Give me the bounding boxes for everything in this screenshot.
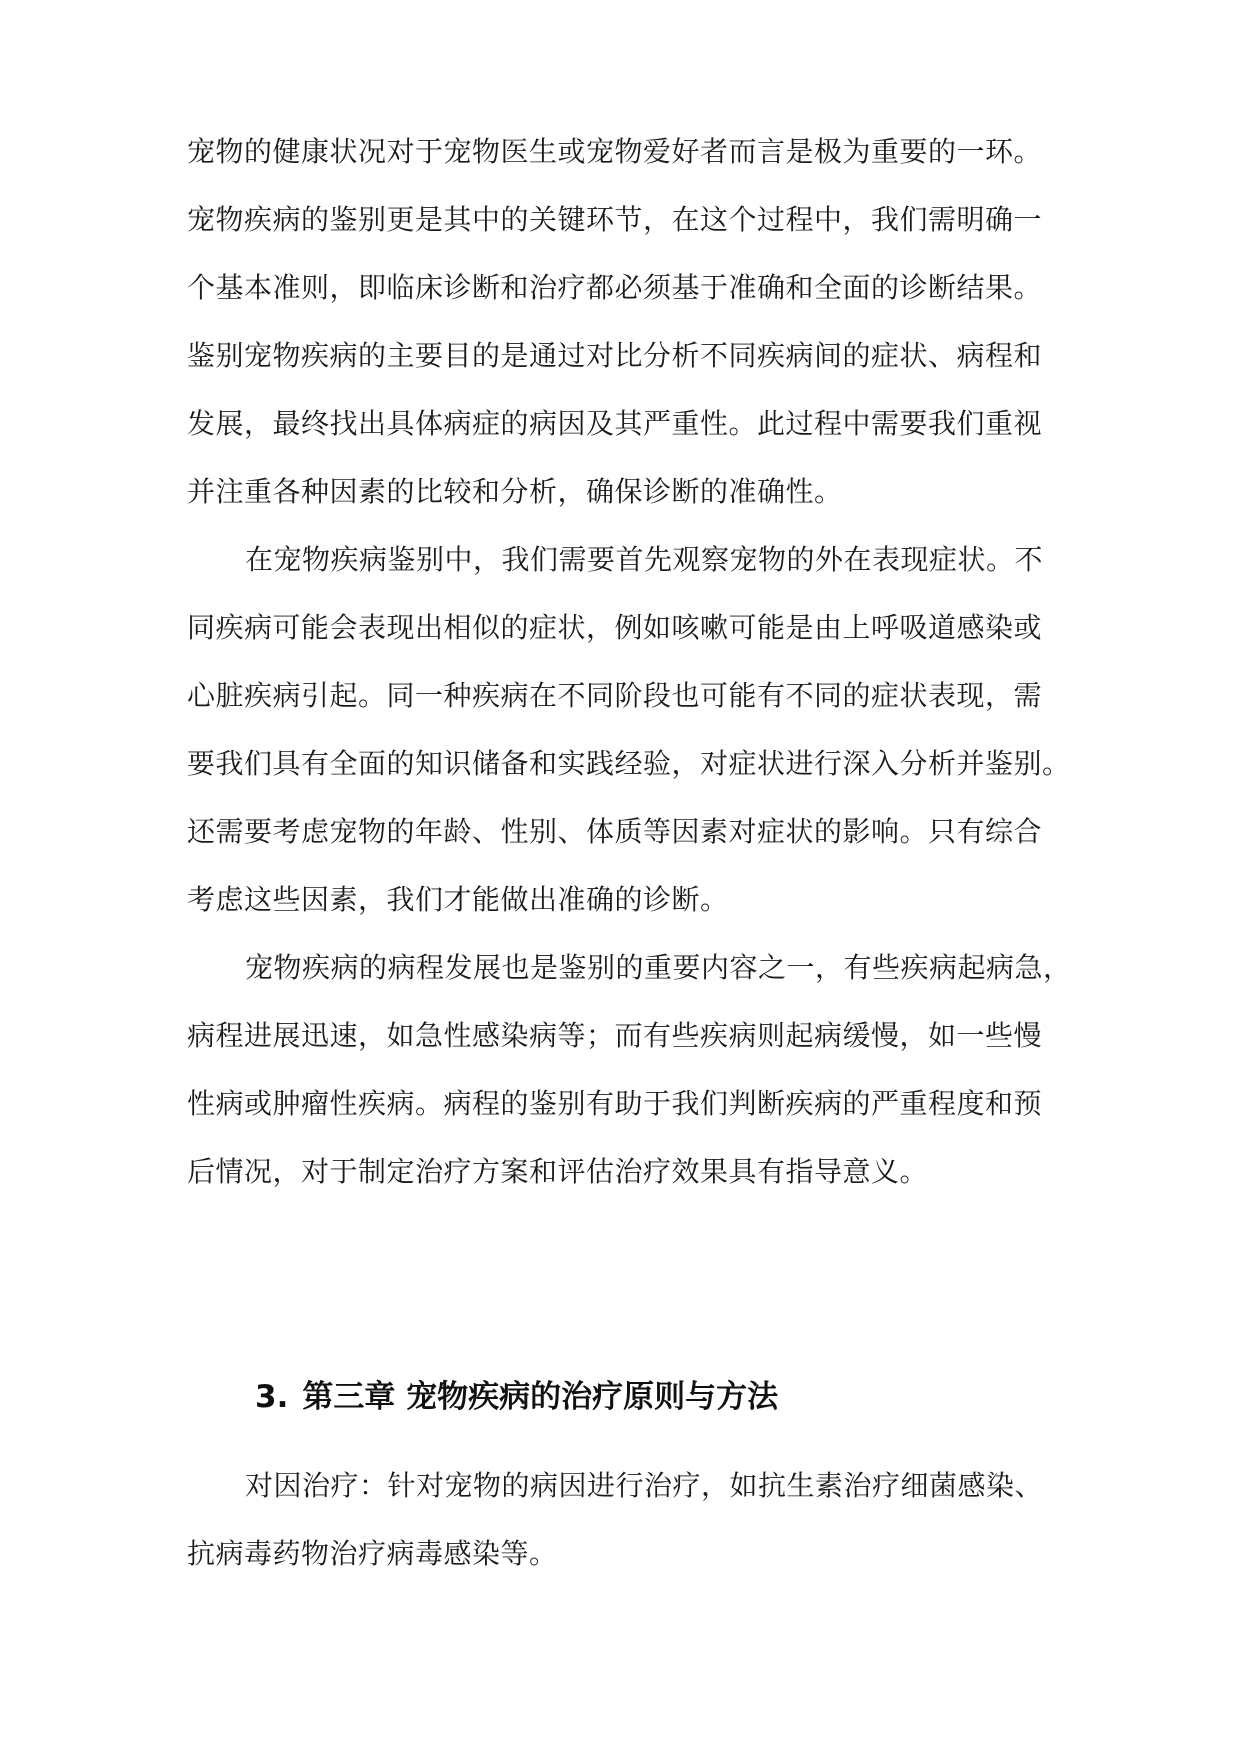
text-line: 对因治疗：针对宠物的病因进行治疗，如抗生素治疗细菌感染、 xyxy=(245,1469,1044,1502)
text-line: 在宠物疾病鉴别中，我们需要首先观察宠物的外在表现症状。不 xyxy=(245,543,1044,576)
text-line: 并注重各种因素的比较和分析，确保诊断的准确性。 xyxy=(187,475,843,508)
text-line: 后情况，对于制定治疗方案和评估治疗效果具有指导意义。 xyxy=(187,1155,929,1188)
text-line: 抗病毒药物治疗病毒感染等。 xyxy=(187,1537,558,1570)
chapter-title: 第三章 宠物疾病的治疗原则与方法 xyxy=(302,1379,779,1415)
text-line: 同疾病可能会表现出相似的症状，例如咳嗽可能是由上呼吸道感染或 xyxy=(187,611,1043,644)
text-line: 宠物疾病的鉴别更是其中的关键环节，在这个过程中，我们需明确一 xyxy=(187,203,1043,236)
text-line: 鉴别宠物疾病的主要目的是通过对比分析不同疾病间的症状、病程和 xyxy=(187,339,1043,372)
text-line: 病程进展迅速，如急性感染病等；而有些疾病则起病缓慢，如一些慢 xyxy=(187,1019,1043,1052)
text-line: 发展，最终找出具体病症的病因及其严重性。此过程中需要我们重视 xyxy=(187,407,1043,440)
text-line: 宠物的健康状况对于宠物医生或宠物爱好者而言是极为重要的一环。 xyxy=(187,135,1043,168)
text-line: 心脏疾病引起。同一种疾病在不同阶段也可能有不同的症状表现，需 xyxy=(187,679,1043,712)
text-line: 还需要考虑宠物的年龄、性别、体质等因素对症状的影响。只有综合 xyxy=(187,815,1043,848)
chapter-heading xyxy=(255,1375,778,1419)
chapter-number: 3. xyxy=(255,1379,289,1415)
text-line: 宠物疾病的病程发展也是鉴别的重要内容之一，有些疾病起病急， xyxy=(245,951,1072,984)
text-line: 个基本准则，即临床诊断和治疗都必须基于准确和全面的诊断结果。 xyxy=(187,271,1043,304)
text-line: 性病或肿瘤性疾病。病程的鉴别有助于我们判断疾病的严重程度和预 xyxy=(187,1087,1043,1120)
text-line: 要我们具有全面的知识储备和实践经验，对症状进行深入分析并鉴别。 xyxy=(187,747,1071,780)
text-line: 考虑这些因素，我们才能做出准确的诊断。 xyxy=(187,883,729,916)
